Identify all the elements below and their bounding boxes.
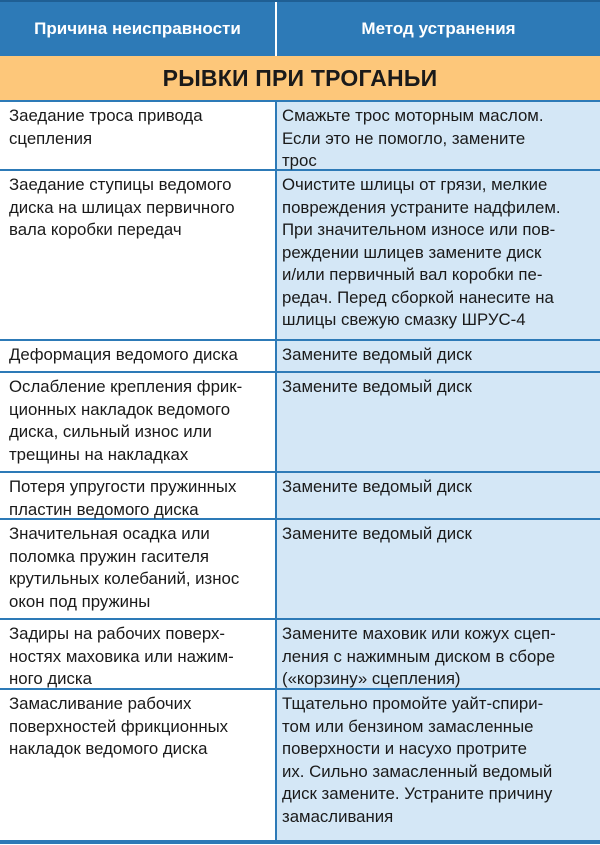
cause-cell: Заедание троса привода сцепления	[0, 102, 275, 169]
fix-cell: Очистите шлицы от грязи, мелкие повреждения устраните надфилем. При значительном износе или пов- реждении шлицев замените диск и/или первичный вал коробки пе- редач. Перед сборкой нанесите на шлицы свежую смазку ШРУС-4	[275, 171, 600, 339]
table-header	[0, 0, 600, 56]
section-title: РЫВКИ ПРИ ТРОГАНЬИ	[0, 56, 600, 102]
bottom-rule	[0, 840, 600, 844]
fix-cell: Замените ведомый диск	[275, 473, 600, 518]
table-row	[0, 690, 600, 840]
table-row	[0, 373, 600, 473]
table-row	[0, 341, 600, 373]
cause-cell: Значительная осадка или поломка пружин гасителя крутильных колебаний, износ окон под пружины	[0, 520, 275, 618]
fix-cell: Замените ведомый диск	[275, 341, 600, 371]
cause-cell: Заедание ступицы ведомого диска на шлицах первичного вала коробки передач	[0, 171, 275, 339]
cause-cell: Потеря упругости пружинных пластин ведомого диска	[0, 473, 275, 518]
cause-cell: Ослабление крепления фрик- ционных накладок ведомого диска, сильный износ или трещины на накладках	[0, 373, 275, 471]
table-row	[0, 473, 600, 520]
fix-cell: Смажьте трос моторным маслом. Если это не помогло, замените трос	[275, 102, 600, 169]
table-row	[0, 620, 600, 690]
fix-cell: Замените ведомый диск	[275, 520, 600, 618]
cause-cell: Задиры на рабочих поверх- ностях маховика или нажим- ного диска	[0, 620, 275, 688]
header-cause: Причина неисправности	[34, 19, 241, 38]
table-row	[0, 171, 600, 341]
table-row	[0, 102, 600, 171]
fix-cell: Замените маховик или кожух сцеп- ления с нажимным диском в сборе («корзину» сцепления)	[275, 620, 600, 688]
cause-cell: Деформация ведомого диска	[0, 341, 275, 371]
fix-cell: Замените ведомый диск	[275, 373, 600, 471]
cause-cell: Замасливание рабочих поверхностей фрикционных накладок ведомого диска	[0, 690, 275, 840]
header-fix: Метод устранения	[275, 2, 600, 56]
table-row	[0, 520, 600, 620]
fix-cell: Тщательно промойте уайт-спири- том или бензином замасленные поверхности и насухо протрите их. Сильно замасленный ведомый диск замените. Устраните причину замасливания	[275, 690, 600, 840]
